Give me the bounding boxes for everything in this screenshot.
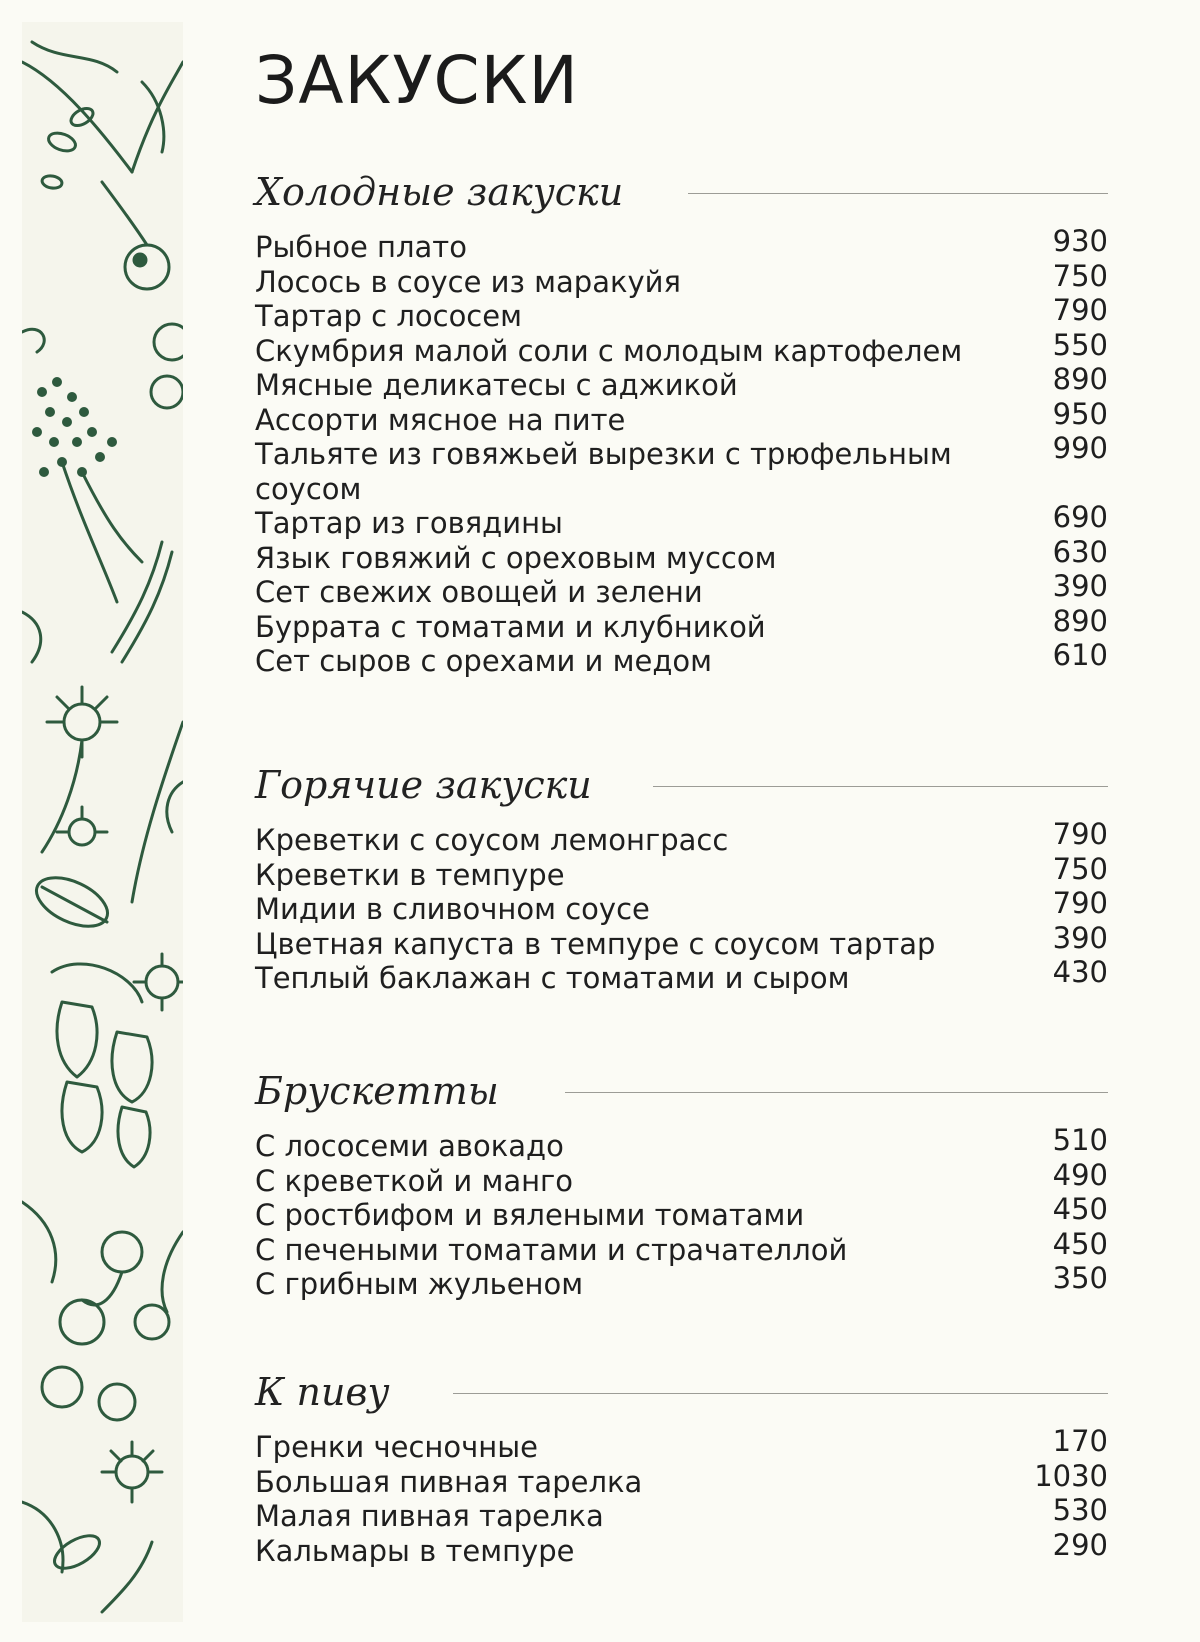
item-name: Кальмары в темпуре bbox=[255, 1533, 575, 1568]
menu-item bbox=[255, 920, 1108, 962]
item-price: 510 bbox=[1052, 1123, 1108, 1157]
item-name: С ростбифом и вялеными томатами bbox=[255, 1198, 805, 1232]
menu-item bbox=[255, 1458, 1108, 1500]
section-header bbox=[255, 1370, 1108, 1430]
item-price: 790 bbox=[1052, 817, 1108, 851]
menu-item bbox=[255, 431, 1108, 506]
menu-item bbox=[255, 1157, 1108, 1199]
menu-item bbox=[255, 817, 1108, 858]
item-price: 790 bbox=[1052, 293, 1108, 327]
item-price: 290 bbox=[1052, 1527, 1108, 1562]
item-price: 1030 bbox=[1034, 1458, 1108, 1493]
menu-item bbox=[255, 603, 1108, 645]
section-beer-snacks bbox=[255, 1370, 1108, 1568]
menu-list bbox=[255, 1123, 1108, 1302]
section-cold-appetizers bbox=[255, 170, 1108, 679]
menu-item bbox=[255, 396, 1108, 438]
item-price: 990 bbox=[1052, 431, 1108, 465]
item-price: 490 bbox=[1052, 1157, 1108, 1192]
menu-item bbox=[255, 851, 1108, 893]
item-name: С печеными томатами и страчателлой bbox=[255, 1232, 848, 1267]
menu-item bbox=[255, 500, 1108, 541]
item-price: 750 bbox=[1052, 258, 1108, 293]
item-price: 390 bbox=[1052, 569, 1108, 603]
section-hot-appetizers bbox=[255, 763, 1108, 996]
item-name: Малая пивная тарелка bbox=[255, 1499, 604, 1533]
item-name: Лосось в соусе из маракуйя bbox=[255, 264, 681, 299]
item-name: С грибным жульеном bbox=[255, 1267, 584, 1301]
menu-item bbox=[255, 1226, 1108, 1268]
item-name: Буррата с томатами и клубникой bbox=[255, 609, 766, 644]
section-header bbox=[255, 170, 1108, 230]
item-name: Язык говяжий с ореховым муссом bbox=[255, 540, 777, 575]
item-price: 890 bbox=[1052, 362, 1108, 396]
item-price: 350 bbox=[1052, 1261, 1108, 1295]
menu-item bbox=[255, 569, 1108, 610]
item-name: С лососеми авокадо bbox=[255, 1129, 564, 1163]
item-name: Креветки в темпуре bbox=[255, 857, 565, 892]
item-name: Рыбное плато bbox=[255, 230, 467, 264]
menu-item bbox=[255, 362, 1108, 403]
item-name: Ассорти мясное на пите bbox=[255, 402, 626, 437]
item-name: Мидии в сливочном соусе bbox=[255, 892, 650, 926]
menu-item bbox=[255, 955, 1108, 996]
item-price: 790 bbox=[1052, 886, 1108, 920]
menu-item bbox=[255, 1527, 1108, 1569]
item-price: 170 bbox=[1052, 1424, 1108, 1458]
section-divider bbox=[688, 193, 1108, 194]
menu-item bbox=[255, 258, 1108, 300]
item-price: 430 bbox=[1052, 955, 1108, 989]
item-price: 930 bbox=[1052, 224, 1108, 258]
item-price: 890 bbox=[1052, 603, 1108, 638]
section-title: К пиву bbox=[255, 1370, 390, 1414]
item-name: Мясные деликатесы с аджикой bbox=[255, 368, 738, 402]
item-name: Креветки с соусом лемонграсс bbox=[255, 823, 729, 857]
menu-item bbox=[255, 293, 1108, 334]
menu-item bbox=[255, 1424, 1108, 1465]
item-price: 610 bbox=[1052, 638, 1108, 672]
menu-item bbox=[255, 1261, 1108, 1302]
menu-item bbox=[255, 1493, 1108, 1534]
item-name: Теплый баклажан с томатами и сыром bbox=[255, 961, 850, 995]
item-name: С креветкой и манго bbox=[255, 1163, 574, 1198]
item-name: Сет сыров с орехами и медом bbox=[255, 644, 712, 678]
menu-item bbox=[255, 327, 1108, 369]
item-price: 390 bbox=[1052, 920, 1108, 955]
menu-item bbox=[255, 886, 1108, 927]
page-title: ЗАКУСКИ bbox=[255, 42, 579, 119]
item-price: 630 bbox=[1052, 534, 1108, 569]
item-name: Скумбрия малой соли с молодым картофелем bbox=[255, 333, 963, 368]
item-price: 550 bbox=[1052, 327, 1108, 362]
item-name: Тартар с лососем bbox=[255, 299, 522, 333]
menu-item bbox=[255, 1123, 1108, 1164]
menu-list bbox=[255, 224, 1108, 679]
item-price: 750 bbox=[1052, 851, 1108, 886]
item-name: Тартар из говядины bbox=[255, 506, 563, 540]
section-title: Брускетты bbox=[255, 1069, 499, 1113]
item-name: Сет свежих овощей и зелени bbox=[255, 575, 703, 609]
botanical-illustration-icon bbox=[22, 22, 183, 1622]
item-price: 530 bbox=[1052, 1493, 1108, 1527]
section-header bbox=[255, 763, 1108, 823]
menu-item bbox=[255, 1192, 1108, 1233]
menu-item bbox=[255, 638, 1108, 679]
section-divider bbox=[565, 1092, 1108, 1093]
menu-item bbox=[255, 534, 1108, 576]
item-price: 950 bbox=[1052, 396, 1108, 431]
item-price: 690 bbox=[1052, 500, 1108, 534]
section-title: Горячие закуски bbox=[255, 763, 592, 807]
section-divider bbox=[453, 1393, 1108, 1394]
item-name: Тальяте из говяжьей вырезки с трюфельным соусом bbox=[255, 437, 952, 506]
menu-list bbox=[255, 1424, 1108, 1568]
menu-list bbox=[255, 817, 1108, 996]
section-bruschetta bbox=[255, 1069, 1108, 1302]
item-name: Большая пивная тарелка bbox=[255, 1464, 643, 1499]
item-name: Цветная капуста в темпуре с соусом тартар bbox=[255, 926, 936, 961]
section-title: Холодные закуски bbox=[255, 170, 624, 214]
section-divider bbox=[653, 786, 1108, 787]
item-name: Гренки чесночные bbox=[255, 1430, 538, 1464]
menu-item bbox=[255, 224, 1108, 265]
item-price: 450 bbox=[1052, 1192, 1108, 1226]
item-price: 450 bbox=[1052, 1226, 1108, 1261]
section-header bbox=[255, 1069, 1108, 1129]
